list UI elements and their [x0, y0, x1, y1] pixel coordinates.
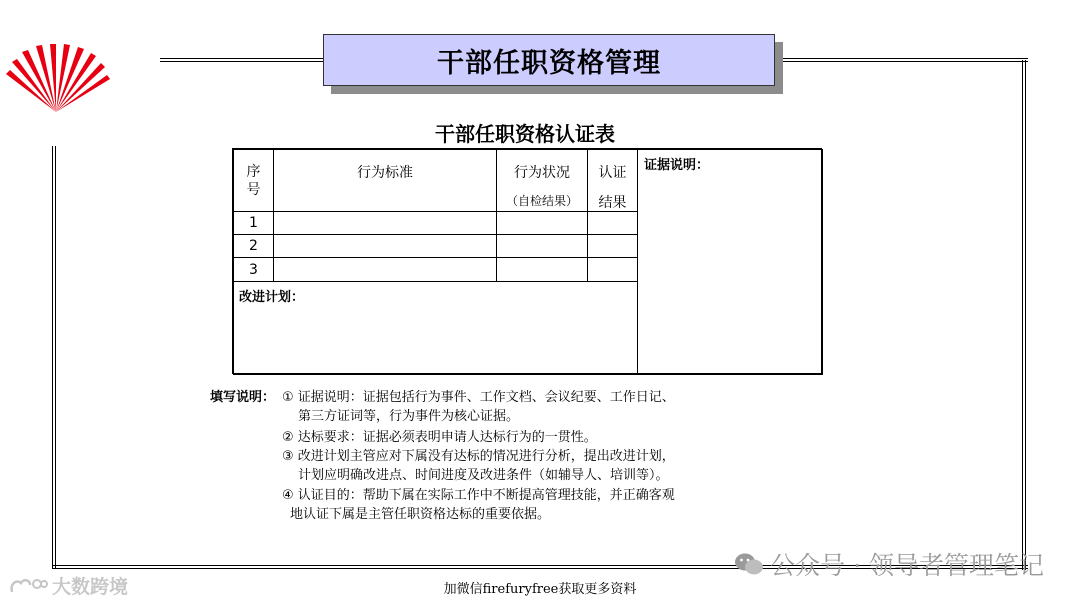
form-title: 干部任职资格认证表: [435, 122, 615, 146]
instruction-line: 地认证下属是主管任职资格达标的重要依据。: [290, 507, 551, 522]
row-result-cell[interactable]: [587, 257, 638, 282]
header-status-sub: （自检结果）: [505, 194, 578, 208]
header-status: [496, 149, 588, 212]
header-seq: 序 号: [233, 149, 274, 212]
instruction-line: ② 达标要求：证据必须表明申请人达标行为的一贯性。: [282, 430, 597, 445]
header-standard: 行为标准: [273, 149, 497, 212]
frame-left-line: [52, 146, 56, 568]
frame-top-left-line: [160, 58, 325, 62]
instruction-line: 第三方证词等，行为事件为核心证据。: [298, 409, 520, 424]
frame-right-line: [1022, 60, 1026, 570]
improvement-plan-area[interactable]: [233, 281, 638, 375]
row-status-cell[interactable]: [496, 234, 588, 258]
row-seq: 1: [233, 211, 274, 235]
instruction-line: 计划应明确改进点、时间进度及改进条件（如辅导人、培训等）。: [298, 468, 669, 483]
watermark-left-text: 大数跨境: [52, 576, 129, 598]
company-logo-icon: [0, 44, 112, 114]
row-result-cell[interactable]: [587, 234, 638, 258]
certification-form: [232, 148, 822, 374]
instruction-line: ③ 改进计划主管应对下属没有达标的情况进行分析，提出改进计划，: [282, 449, 675, 464]
watermark: [734, 546, 1044, 582]
row-standard-cell[interactable]: [273, 234, 497, 258]
row-seq: 3: [233, 257, 274, 282]
frame-top-right-line: [780, 58, 1028, 62]
watermark-text: 公众号 · 领导者管理笔记: [770, 551, 1044, 580]
row-result-cell[interactable]: [587, 211, 638, 235]
instruction-line: ④ 认证目的：帮助下属在实际工作中不断提高管理技能，并正确客观: [282, 488, 675, 503]
header-cert-line1: 认证: [598, 165, 627, 181]
improvement-plan-label: 改进计划：: [239, 290, 305, 305]
evidence-column: [637, 149, 823, 375]
evidence-label: 证据说明：: [644, 158, 710, 173]
instruction-line: ① 证据说明：证据包括行为事件、工作文档、会议纪要、工作日记、: [282, 390, 675, 405]
footer-text: 加微信firefuryfree获取更多资料: [443, 582, 637, 597]
row-seq: 2: [233, 234, 274, 258]
instructions-label: 填写说明：: [210, 390, 276, 405]
row-standard-cell[interactable]: [273, 257, 497, 282]
row-status-cell[interactable]: [496, 211, 588, 235]
header-cert-line2: 结果: [598, 195, 627, 211]
row-status-cell[interactable]: [496, 257, 588, 282]
wechat-icon: [734, 551, 764, 577]
header-status-label: 行为状况: [514, 165, 570, 181]
page-title: 干部任职资格管理: [323, 34, 775, 86]
header-cert-result: [587, 149, 638, 212]
row-standard-cell[interactable]: [273, 211, 497, 235]
